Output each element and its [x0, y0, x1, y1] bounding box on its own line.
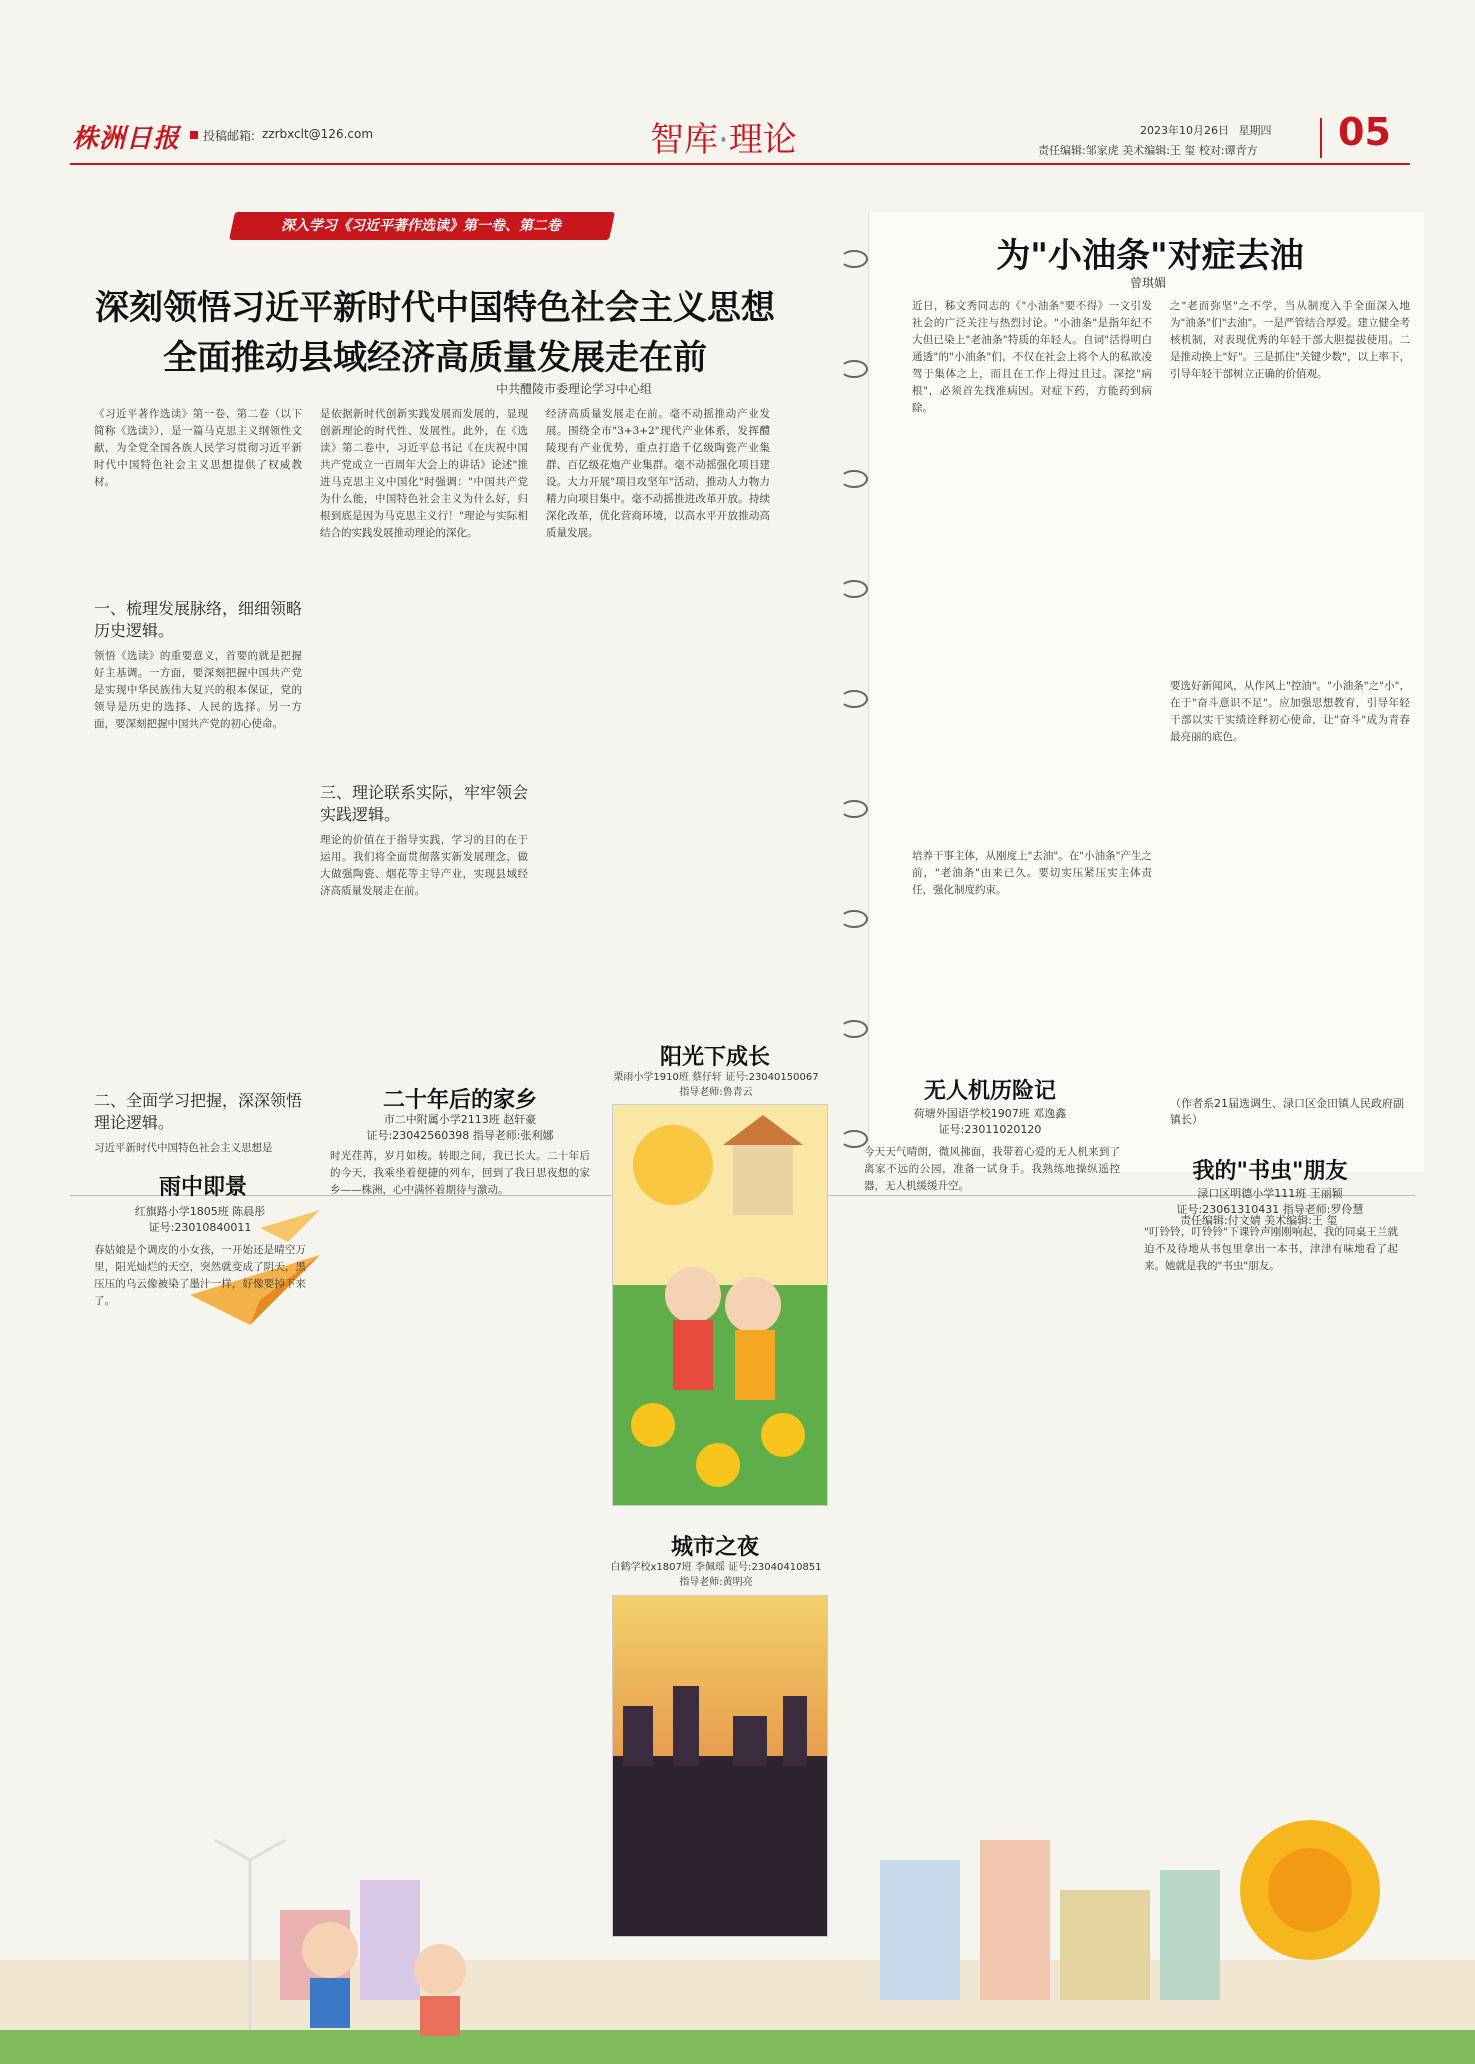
theory-headline-1: 深刻领悟习近平新时代中国特色社会主义思想 — [95, 288, 775, 328]
theory-heading-1: 一、梳理发展脉络，细细领略历史逻辑。 — [94, 599, 303, 640]
email-icon — [190, 131, 198, 139]
theory-heading-3: 三、理论联系实际，牢牢领会实践逻辑。 — [320, 783, 529, 824]
spiral-ring — [840, 360, 868, 378]
edu-editors: 责任编辑:付文婧 美术编辑:王 玺 — [1180, 1214, 1338, 1227]
art2-meta: 白鹤学校x1807班 李佩瑶 证号:23040410851 — [610, 1562, 822, 1573]
essay3-title: 无人机历险记 — [923, 1079, 1056, 1104]
essay1-school: 红旗路小学1805班 陈晨彤 — [134, 1205, 266, 1218]
page-number: 05 — [1338, 110, 1391, 154]
art1-meta: 栗雨小学1910班 蔡仔轩 证号:23040150067 — [613, 1072, 819, 1083]
commentary-author: 曾琪媚 — [1130, 276, 1167, 290]
masthead-rule — [70, 163, 1410, 165]
commentary-col1-body: 近日，秭文秀同志的《"小油条"要不得》一文引发社会的广泛关注与热烈讨论。"小油条"是指年纪不大但已染上"老油条"特质的年轻人。自词"活得明白通透"的"小油条"们，不仅在社会上将个人的私欲凌驾于集体之上，而且在工作上得过且过。深挖"病根"，必须首先找准病因。对症下药，方能药到病除。 — [912, 300, 1152, 414]
email-link[interactable]: zzrbxclt@126.com — [262, 127, 374, 141]
theory-col2-tail: 理论的价值在于指导实践，学习的目的在于运用。我们将全面贯彻落实新发展理念，做大做强陶瓷、烟花等主导产业，实现县域经济高质量发展走在前。 — [320, 834, 528, 897]
essay4-id: 证号:23061310431 指导老师:罗伶慧 — [1176, 1203, 1364, 1216]
essay4-school: 渌口区明德小学111班 王丽颖 — [1197, 1187, 1343, 1200]
essay4-body: "叮铃铃，叮铃铃"下课铃声刚刚响起，我的同桌王兰就迫不及待地从书包里拿出一本书，津津有味地看了起来。她就是我的"书虫"朋友。 — [1144, 1226, 1398, 1272]
commentary-col2-tail: 要选好新闻风，从作风上"控油"。"小油条"之"小"，在于"奋斗意识不足"。应加强思想教育，引导年轻干部以实干实绩诠释初心使命，让"奋斗"成为青春最亮丽的底色。 — [1170, 680, 1410, 743]
series-banner: 深入学习《习近平著作选读》第一卷、第二卷 — [229, 212, 615, 240]
date-text: 2023年10月26日 — [1140, 124, 1229, 137]
theory-col2-body: 是依据新时代创新实践发展而发展的，显现创新理论的时代性、发展性。此外，在《选读》第二卷中，习近平总书记《在庆祝中国共产党成立一百周年大会上的讲话》论述"推进马克思主义中国化"时强调："中国共产党为什么能，中国特色社会主义为什么好，归根到底是因为马克思主义行！"理论与实际相结合的实践发展推动理论的深化。 — [320, 408, 528, 539]
essay4-title: 我的"书虫"朋友 — [1192, 1159, 1348, 1184]
essay3-school: 荷塘外国语学校1907班 邓逸鑫 — [913, 1107, 1067, 1120]
weekday-text: 星期四 — [1238, 124, 1272, 137]
footer-illustration — [0, 1800, 1475, 2064]
email-label: 投稿邮箱: — [203, 129, 256, 143]
theory-col1-tail: 习近平新时代中国特色社会主义思想是 — [94, 1142, 273, 1154]
theory-col1-body: 领悟《选读》的重要意义，首要的就是把握好主基调。一方面，要深刻把握中国共产党是实现中华民族伟大复兴的根本保证，党的领导是历史的选择、人民的选择。另一方面，要深刻把握中国共产党的初心使命。 — [94, 650, 302, 730]
section-sub: 理论 — [728, 120, 797, 160]
theory-col1-intro: 《习近平著作选读》第一卷、第二卷（以下简称《选读》），是一篇马克思主义纲领性文献，为全党全国各族人民学习贯彻习近平新时代中国特色社会主义思想提供了权威教材。 — [94, 408, 302, 488]
spiral-ring — [840, 910, 868, 928]
spiral-ring — [840, 250, 868, 268]
essay1-title: 雨中即景 — [158, 1175, 247, 1200]
essay2-title: 二十年后的家乡 — [382, 1088, 537, 1113]
issue-date — [1140, 122, 1272, 138]
essay3-id: 证号:23011020120 — [938, 1123, 1042, 1136]
spiral-ring — [840, 690, 868, 708]
page-divider — [1320, 118, 1322, 158]
page-editors: 责任编辑:邹家虎 美术编辑:王 玺 校对:谭青方 — [1038, 144, 1258, 157]
essay3-body: 今天天气晴朗，微风拂面，我带着心爱的无人机来到了离家不远的公园，准备一试身手。我熟练地操纵遥控器，无人机缓缓升空。 — [864, 1146, 1120, 1192]
essay2-id: 证号:23042560398 指导老师:张利娜 — [366, 1129, 554, 1142]
art1-title: 阳光下成长 — [659, 1045, 770, 1070]
spiral-ring — [840, 1020, 868, 1038]
theory-headline-2: 全面推动县域经济高质量发展走在前 — [163, 338, 707, 378]
section-title — [650, 112, 797, 161]
art2-title: 城市之夜 — [670, 1535, 759, 1560]
art1-drawing — [612, 1104, 828, 1506]
essay1-body: 春姑娘是个调皮的小女孩，一开始还是晴空万里，阳光灿烂的天空，突然就变成了阴天，黑压压的乌云像被染了墨汁一样，好像要掉下来了。 — [94, 1244, 306, 1307]
essay1-id: 证号:23010840011 — [148, 1221, 252, 1234]
art1-drawing-svg — [613, 1105, 827, 1505]
masthead — [0, 0, 1475, 170]
paper-name-logo: 株洲日报 — [72, 124, 181, 154]
section-sep: · — [718, 120, 729, 160]
commentary-col2-body: 之"老而弥坚"之不学，当从制度入手全面深入地为"油条"们"去油"。一是严管结合厚爱。建立健全考核机制，对表现优秀的年轻干部大胆提拔使用。二是推动换上"好"。三是抓住"关键少数"，以上率下，引导年轻干部树立正确的价值观。 — [1170, 300, 1410, 380]
essay2-body: 时光荏苒，岁月如梭。转眼之间，我已长大。二十年后的今天，我乘坐着便捷的列车，回到了我日思夜想的家乡——株洲，心中满怀着期待与激动。 — [330, 1150, 590, 1196]
theory-heading-2: 二、全面学习把握，深深领悟理论逻辑。 — [94, 1091, 303, 1132]
spiral-ring — [840, 580, 868, 598]
spiral-binding — [840, 230, 870, 1160]
theory-byline: 中共醴陵市委理论学习中心组 — [496, 382, 653, 396]
theory-col3-body: 经济高质量发展走在前。毫不动摇推动产业发展。围绕全市"3+3+2"现代产业体系，发挥醴陵现有产业优势，重点打造千亿级陶瓷产业集群、百亿级花炮产业集群。毫不动摇强化项目建设。大力开展"项目攻坚年"活动，推动人力物力精力向项目集中。毫不动摇推进改革开放。持续深化改革，优化营商环境，以高水平开放推动高质量发展。 — [546, 408, 770, 539]
commentary-title: 为"小油条"对症去油 — [996, 236, 1304, 276]
essay2-school: 市二中附属小学2113班 赵轩豪 — [383, 1113, 537, 1126]
commentary-note: （作者系21届选调生、渌口区金田镇人民政府副镇长） — [1170, 1097, 1404, 1126]
spiral-ring — [840, 800, 868, 818]
spiral-ring — [840, 470, 868, 488]
commentary-col1-tail: 培养干事主体，从刚度上"去油"。在"小油条"产生之前，"老油条"由来已久。要切实压紧压实主体责任，强化制度约束。 — [912, 850, 1152, 896]
art1-teacher: 指导老师:鲁青云 — [679, 1087, 753, 1098]
section-main: 智库 — [650, 120, 718, 160]
art2-teacher: 指导老师:黄明亮 — [679, 1577, 753, 1588]
